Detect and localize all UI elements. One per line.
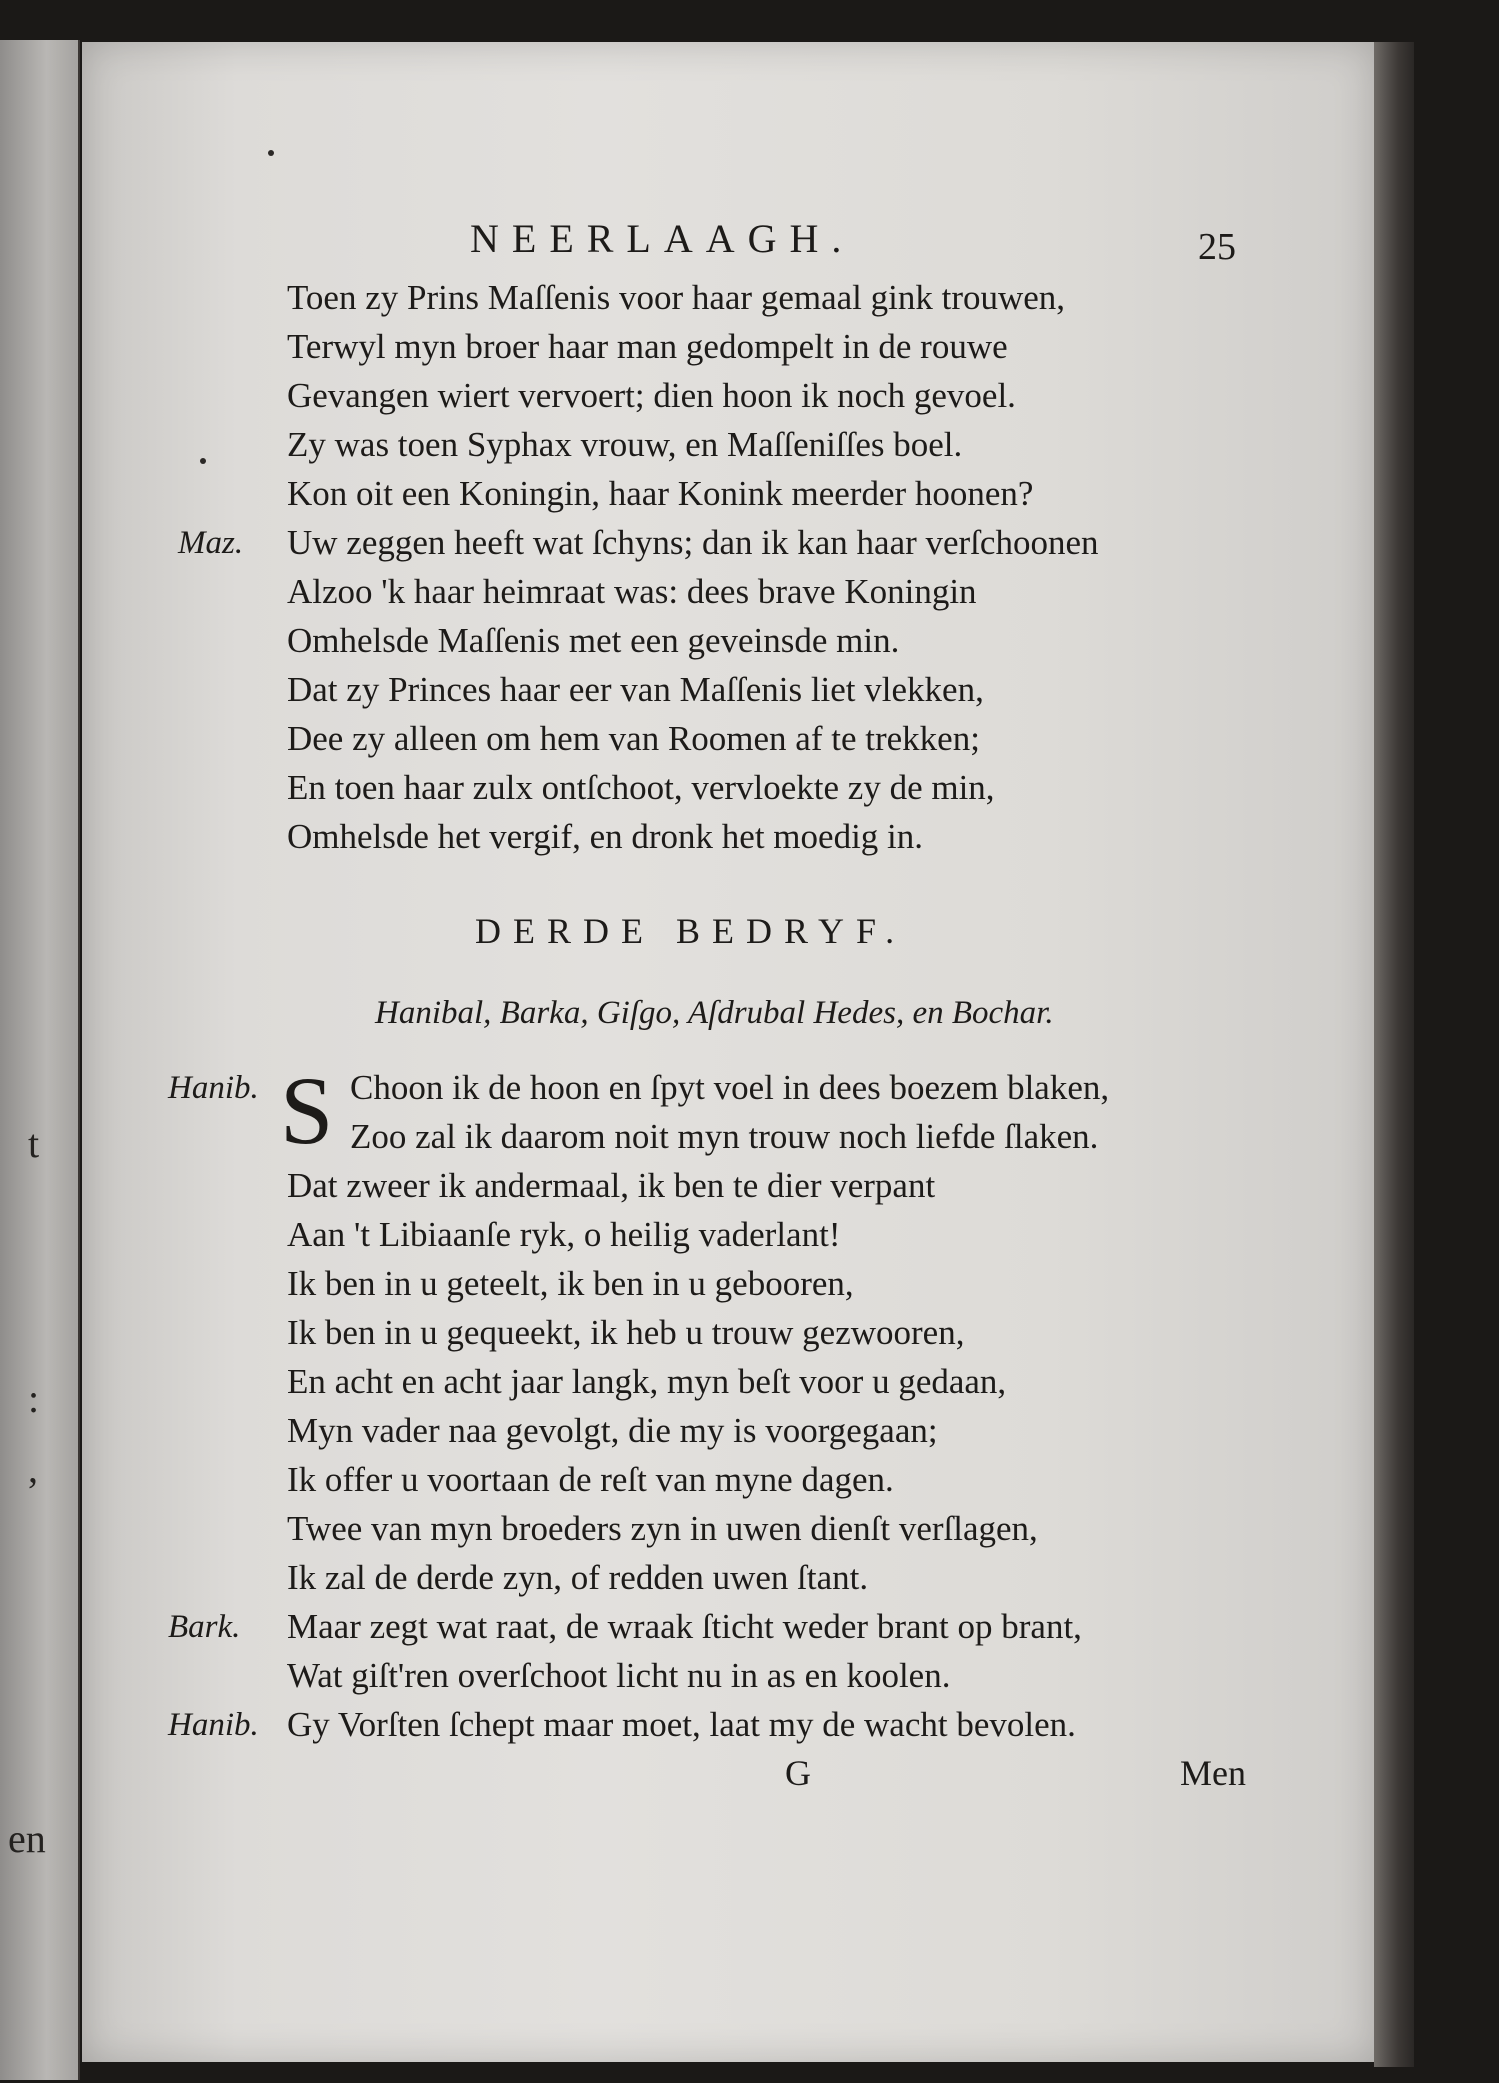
verse-line: Terwyl myn broer haar man gedompelt in de rouwe	[287, 327, 1008, 366]
speaker-label: Hanib.	[168, 1707, 259, 1743]
book-edge	[1374, 42, 1414, 2067]
verse-line: Omhelsde het vergif, en dronk het moedig in.	[287, 817, 924, 856]
catchword: Men	[1180, 1753, 1246, 1793]
verse-line: Zoo zal ik daarom noit myn trouw noch liefde ſlaken.	[350, 1117, 1099, 1156]
speaker-label: Bark.	[168, 1609, 241, 1645]
signature-mark: G	[785, 1753, 811, 1793]
verse-line: Aan 't Libiaanſe ryk, o heilig vaderlant!	[287, 1215, 841, 1254]
verse-line: Dat zy Princes haar eer van Maſſenis liet vlekken,	[287, 670, 984, 709]
left-page-fragment: ,	[28, 1446, 38, 1491]
verse-line: Ik ben in u gequeekt, ik heb u trouw gezwooren,	[287, 1313, 965, 1352]
verse-line: Ik zal de derde zyn, of redden uwen ſtant.	[287, 1558, 869, 1597]
running-head: NEERLAAGH.	[470, 216, 855, 261]
cast-list: Hanibal, Barka, Giſgo, Aſdrubal Hedes, en Bochar.	[375, 995, 1054, 1031]
verse-line: Dee zy alleen om hem van Roomen af te trekken;	[287, 719, 980, 758]
left-page-fragment: t	[28, 1121, 40, 1166]
verse-line: Ik ben in u geteelt, ik ben in u gebooren,	[287, 1264, 854, 1303]
verse-line: Kon oit een Koningin, haar Konink meerder hoonen?	[287, 474, 1034, 513]
verse-line: Gevangen wiert vervoert; dien hoon ik noch gevoel.	[287, 376, 1016, 415]
verse-line: En toen haar zulx ontſchoot, vervloekte zy de min,	[287, 768, 995, 807]
verse-line: Myn vader naa gevolgt, die my is voorgegaan;	[287, 1411, 938, 1450]
verse-line: Dat zweer ik andermaal, ik ben te dier verpant	[287, 1166, 936, 1205]
page-number: 25	[1198, 226, 1236, 268]
drop-cap: S	[280, 1057, 334, 1164]
ink-speck	[268, 150, 274, 156]
verse-line: Ik offer u voortaan de reſt van myne dagen.	[287, 1460, 894, 1499]
verse-line: Omhelsde Maſſenis met een geveinsde min.	[287, 621, 900, 660]
ink-speck	[200, 458, 206, 464]
verse-line: Maar zegt wat raat, de wraak ſticht weder brant op brant,	[287, 1607, 1082, 1646]
speaker-label: Hanib.	[168, 1070, 259, 1106]
verse-line: Zy was toen Syphax vrouw, en Maſſeniſſes boel.	[287, 425, 963, 464]
left-page-fragment: :	[28, 1376, 40, 1421]
verse-line: En acht en acht jaar langk, myn beſt voor u gedaan,	[287, 1362, 1007, 1401]
act-title: DERDE BEDRYF.	[475, 911, 907, 951]
left-facing-page	[0, 40, 80, 2080]
verse-line: Twee van myn broeders zyn in uwen dienſt verſlagen,	[287, 1509, 1038, 1548]
verse-line: Uw zeggen heeft wat ſchyns; dan ik kan haar verſchoonen	[287, 523, 1099, 562]
left-page-fragment: en	[8, 1816, 46, 1861]
speaker-label: Maz.	[178, 525, 244, 561]
verse-line: Choon ik de hoon en ſpyt voel in dees boezem blaken,	[350, 1068, 1110, 1107]
verse-line: Wat giſt'ren overſchoot licht nu in as en koolen.	[287, 1656, 951, 1695]
verse-line: Gy Vorſten ſchept maar moet, laat my de wacht bevolen.	[287, 1705, 1076, 1744]
verse-line: Alzoo 'k haar heimraat was: dees brave Koningin	[287, 572, 977, 611]
verse-line: Toen zy Prins Maſſenis voor haar gemaal gink trouwen,	[287, 278, 1066, 317]
